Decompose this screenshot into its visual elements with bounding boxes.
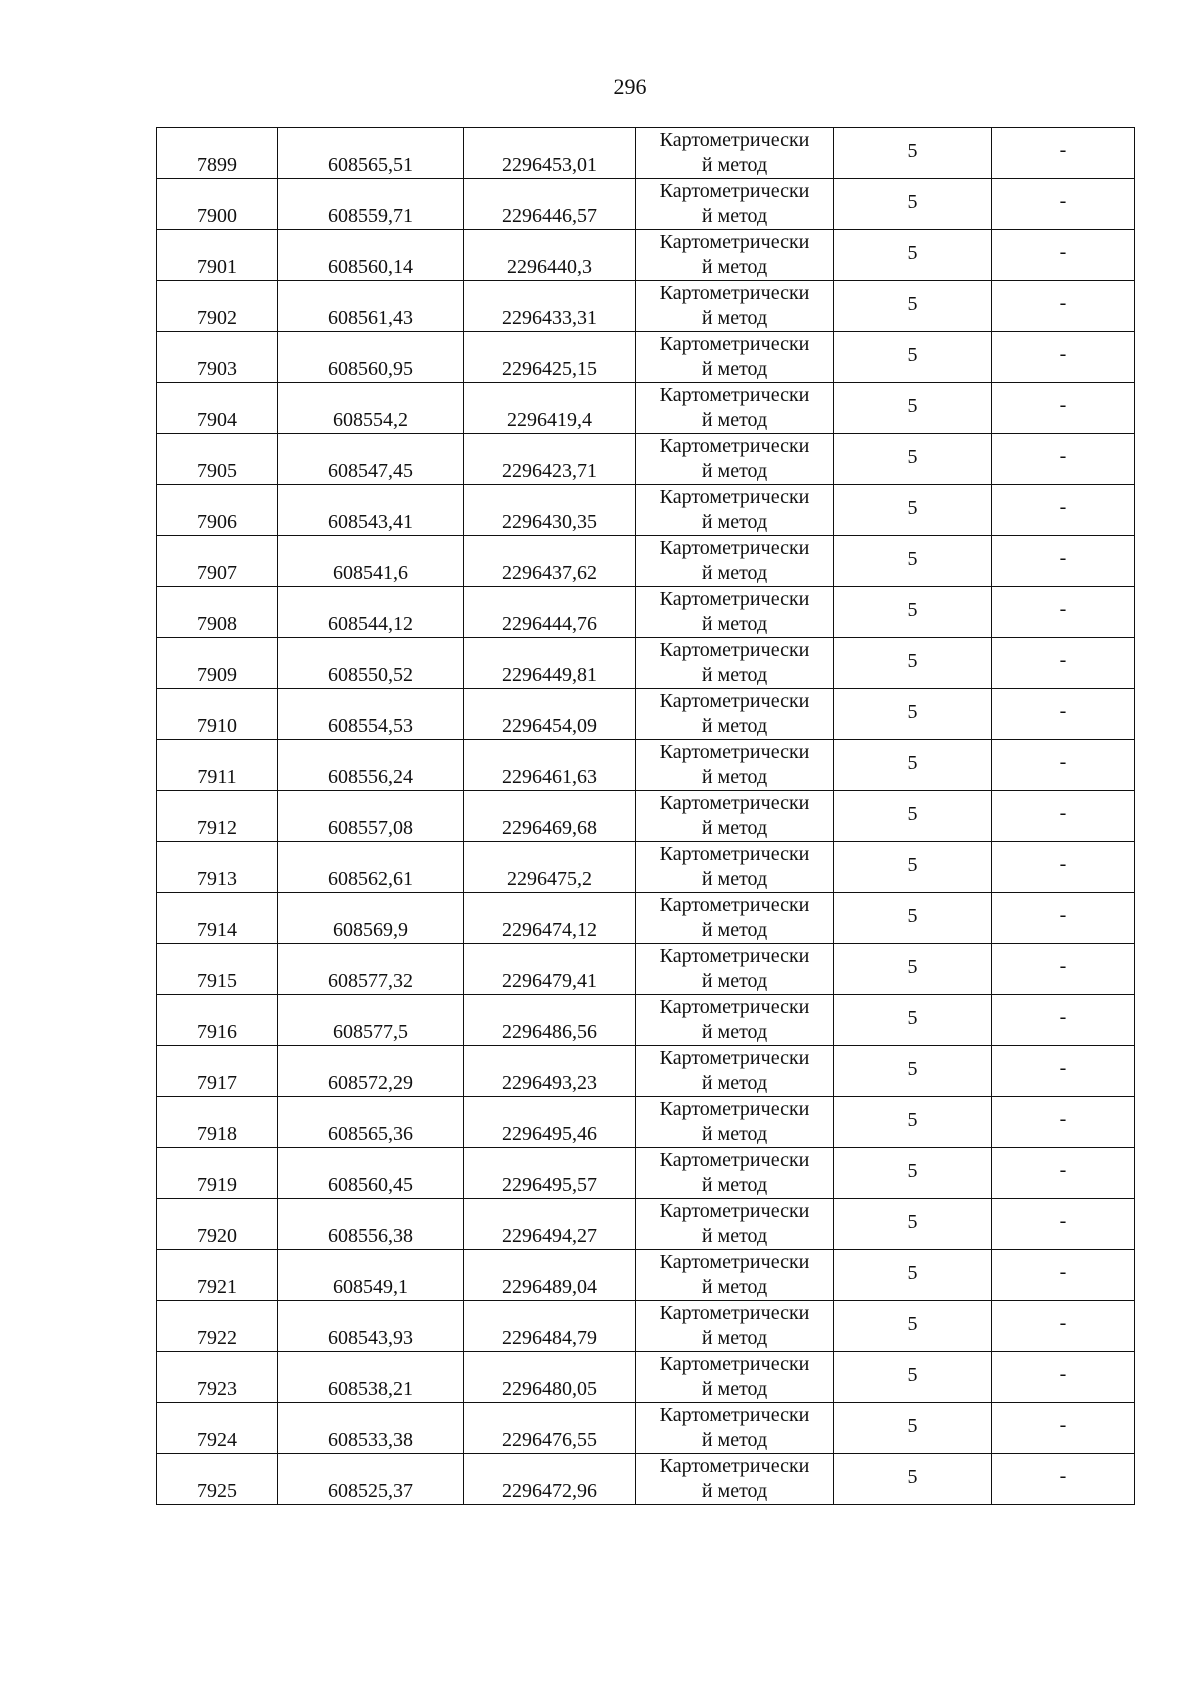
- y-coordinate-cell: 2296476,55: [464, 1403, 636, 1454]
- method-text-line2: й метод: [701, 766, 768, 788]
- point-number-cell: 7899: [157, 128, 278, 179]
- point-number-cell: 7905: [157, 434, 278, 485]
- method-text-line1: Картометрически: [659, 1404, 810, 1426]
- method-text-line2: й метод: [701, 1225, 768, 1247]
- table-row: [157, 689, 1135, 740]
- point-number-cell: 7923: [157, 1352, 278, 1403]
- point-number-cell: 7913: [157, 842, 278, 893]
- method-cell: [636, 1352, 834, 1403]
- accuracy-cell: 5: [834, 842, 992, 893]
- y-coordinate-cell: 2296493,23: [464, 1046, 636, 1097]
- accuracy-cell: 5: [834, 1199, 992, 1250]
- note-cell: -: [992, 587, 1135, 638]
- table-row: [157, 281, 1135, 332]
- x-coordinate-cell: 608560,45: [278, 1148, 464, 1199]
- method-cell: [636, 1250, 834, 1301]
- point-number-cell: 7901: [157, 230, 278, 281]
- note-cell: -: [992, 332, 1135, 383]
- x-coordinate-cell: 608547,45: [278, 434, 464, 485]
- x-coordinate-cell: 608557,08: [278, 791, 464, 842]
- y-coordinate-cell: 2296480,05: [464, 1352, 636, 1403]
- x-coordinate-cell: 608543,41: [278, 485, 464, 536]
- x-coordinate-cell: 608538,21: [278, 1352, 464, 1403]
- method-cell: [636, 128, 834, 179]
- note-cell: -: [992, 893, 1135, 944]
- point-number-cell: 7921: [157, 1250, 278, 1301]
- method-cell: [636, 1148, 834, 1199]
- note-cell: -: [992, 1046, 1135, 1097]
- accuracy-cell: 5: [834, 1352, 992, 1403]
- method-text-line1: Картометрически: [659, 945, 810, 967]
- method-text-line2: й метод: [701, 1327, 768, 1349]
- method-text-line1: Картометрически: [659, 1353, 810, 1375]
- point-number-cell: 7910: [157, 689, 278, 740]
- method-text-line1: Картометрически: [659, 333, 810, 355]
- y-coordinate-cell: 2296495,57: [464, 1148, 636, 1199]
- point-number-cell: 7904: [157, 383, 278, 434]
- method-text-line1: Картометрически: [659, 741, 810, 763]
- point-number-cell: 7925: [157, 1454, 278, 1505]
- method-text-line1: Картометрически: [659, 435, 810, 457]
- method-text-line1: Картометрически: [659, 537, 810, 559]
- note-cell: -: [992, 791, 1135, 842]
- note-cell: -: [992, 1097, 1135, 1148]
- x-coordinate-cell: 608577,32: [278, 944, 464, 995]
- method-text-line2: й метод: [701, 562, 768, 584]
- x-coordinate-cell: 608556,24: [278, 740, 464, 791]
- method-text-line2: й метод: [701, 358, 768, 380]
- x-coordinate-cell: 608556,38: [278, 1199, 464, 1250]
- method-cell: [636, 1199, 834, 1250]
- method-text-line1: Картометрически: [659, 690, 810, 712]
- y-coordinate-cell: 2296494,27: [464, 1199, 636, 1250]
- accuracy-cell: 5: [834, 1250, 992, 1301]
- table-row: [157, 1403, 1135, 1454]
- method-cell: [636, 1454, 834, 1505]
- page-number: 296: [613, 74, 647, 99]
- note-cell: -: [992, 230, 1135, 281]
- accuracy-cell: 5: [834, 1148, 992, 1199]
- table-row: [157, 587, 1135, 638]
- table-row: [157, 740, 1135, 791]
- accuracy-cell: 5: [834, 944, 992, 995]
- method-cell: [636, 1097, 834, 1148]
- table-row: [157, 332, 1135, 383]
- note-cell: -: [992, 1250, 1135, 1301]
- method-text-line1: Картометрически: [659, 282, 810, 304]
- accuracy-cell: 5: [834, 281, 992, 332]
- table-row: [157, 230, 1135, 281]
- y-coordinate-cell: 2296454,09: [464, 689, 636, 740]
- table-row: [157, 842, 1135, 893]
- accuracy-cell: 5: [834, 587, 992, 638]
- point-number-cell: 7922: [157, 1301, 278, 1352]
- x-coordinate-cell: 608565,36: [278, 1097, 464, 1148]
- method-cell: [636, 281, 834, 332]
- point-number-cell: 7918: [157, 1097, 278, 1148]
- y-coordinate-cell: 2296449,81: [464, 638, 636, 689]
- accuracy-cell: 5: [834, 434, 992, 485]
- accuracy-cell: 5: [834, 638, 992, 689]
- table-row: [157, 1199, 1135, 1250]
- point-number-cell: 7924: [157, 1403, 278, 1454]
- point-number-cell: 7914: [157, 893, 278, 944]
- accuracy-cell: 5: [834, 485, 992, 536]
- table-row: [157, 1148, 1135, 1199]
- accuracy-cell: 5: [834, 332, 992, 383]
- method-text-line1: Картометрически: [659, 1149, 810, 1171]
- method-text-line1: Картометрически: [659, 792, 810, 814]
- accuracy-cell: 5: [834, 383, 992, 434]
- method-text-line2: й метод: [701, 664, 768, 686]
- x-coordinate-cell: 608565,51: [278, 128, 464, 179]
- accuracy-cell: 5: [834, 893, 992, 944]
- note-cell: -: [992, 128, 1135, 179]
- y-coordinate-cell: 2296472,96: [464, 1454, 636, 1505]
- method-cell: [636, 536, 834, 587]
- note-cell: -: [992, 1301, 1135, 1352]
- note-cell: -: [992, 1148, 1135, 1199]
- method-text-line1: Картометрически: [659, 843, 810, 865]
- table-row: [157, 485, 1135, 536]
- table-row: [157, 179, 1135, 230]
- table-row: [157, 791, 1135, 842]
- method-text-line1: Картометрически: [659, 129, 810, 151]
- method-cell: [636, 1403, 834, 1454]
- y-coordinate-cell: 2296444,76: [464, 587, 636, 638]
- note-cell: -: [992, 179, 1135, 230]
- note-cell: -: [992, 1454, 1135, 1505]
- accuracy-cell: 5: [834, 1097, 992, 1148]
- method-text-line1: Картометрически: [659, 1098, 810, 1120]
- point-number-cell: 7909: [157, 638, 278, 689]
- x-coordinate-cell: 608554,2: [278, 383, 464, 434]
- note-cell: -: [992, 485, 1135, 536]
- method-cell: [636, 332, 834, 383]
- x-coordinate-cell: 608561,43: [278, 281, 464, 332]
- note-cell: -: [992, 383, 1135, 434]
- method-text-line2: й метод: [701, 715, 768, 737]
- y-coordinate-cell: 2296423,71: [464, 434, 636, 485]
- note-cell: -: [992, 944, 1135, 995]
- x-coordinate-cell: 608562,61: [278, 842, 464, 893]
- y-coordinate-cell: 2296469,68: [464, 791, 636, 842]
- note-cell: -: [992, 1403, 1135, 1454]
- method-text-line2: й метод: [701, 1276, 768, 1298]
- method-cell: [636, 1046, 834, 1097]
- table-row: [157, 536, 1135, 587]
- method-cell: [636, 740, 834, 791]
- x-coordinate-cell: 608577,5: [278, 995, 464, 1046]
- point-number-cell: 7916: [157, 995, 278, 1046]
- point-number-cell: 7911: [157, 740, 278, 791]
- note-cell: -: [992, 740, 1135, 791]
- y-coordinate-cell: 2296440,3: [464, 230, 636, 281]
- point-number-cell: 7920: [157, 1199, 278, 1250]
- method-cell: [636, 434, 834, 485]
- method-cell: [636, 995, 834, 1046]
- y-coordinate-cell: 2296461,63: [464, 740, 636, 791]
- method-text-line2: й метод: [701, 205, 768, 227]
- method-text-line2: й метод: [701, 613, 768, 635]
- note-cell: -: [992, 995, 1135, 1046]
- method-cell: [636, 791, 834, 842]
- method-text-line1: Картометрически: [659, 1455, 810, 1477]
- accuracy-cell: 5: [834, 179, 992, 230]
- accuracy-cell: 5: [834, 740, 992, 791]
- table-row: [157, 1352, 1135, 1403]
- method-cell: [636, 587, 834, 638]
- method-text-line2: й метод: [701, 256, 768, 278]
- y-coordinate-cell: 2296419,4: [464, 383, 636, 434]
- y-coordinate-cell: 2296446,57: [464, 179, 636, 230]
- method-text-line1: Картометрически: [659, 588, 810, 610]
- method-text-line1: Картометрически: [659, 1200, 810, 1222]
- method-text-line1: Картометрически: [659, 1251, 810, 1273]
- method-cell: [636, 689, 834, 740]
- x-coordinate-cell: 608525,37: [278, 1454, 464, 1505]
- y-coordinate-cell: 2296474,12: [464, 893, 636, 944]
- accuracy-cell: 5: [834, 1301, 992, 1352]
- method-text-line2: й метод: [701, 1021, 768, 1043]
- method-cell: [636, 638, 834, 689]
- note-cell: -: [992, 689, 1135, 740]
- note-cell: -: [992, 1352, 1135, 1403]
- point-number-cell: 7903: [157, 332, 278, 383]
- point-number-cell: 7900: [157, 179, 278, 230]
- x-coordinate-cell: 608544,12: [278, 587, 464, 638]
- table-row: [157, 1301, 1135, 1352]
- table-row: [157, 1097, 1135, 1148]
- table-row: [157, 128, 1135, 179]
- y-coordinate-cell: 2296430,35: [464, 485, 636, 536]
- y-coordinate-cell: 2296489,04: [464, 1250, 636, 1301]
- y-coordinate-cell: 2296433,31: [464, 281, 636, 332]
- note-cell: -: [992, 842, 1135, 893]
- point-number-cell: 7908: [157, 587, 278, 638]
- method-cell: [636, 485, 834, 536]
- method-text-line2: й метод: [701, 868, 768, 890]
- method-text-line2: й метод: [701, 1480, 768, 1502]
- method-cell: [636, 383, 834, 434]
- accuracy-cell: 5: [834, 128, 992, 179]
- method-text-line2: й метод: [701, 460, 768, 482]
- table-row: [157, 1454, 1135, 1505]
- y-coordinate-cell: 2296479,41: [464, 944, 636, 995]
- y-coordinate-cell: 2296475,2: [464, 842, 636, 893]
- method-text-line1: Картометрически: [659, 639, 810, 661]
- x-coordinate-cell: 608550,52: [278, 638, 464, 689]
- method-text-line2: й метод: [701, 1429, 768, 1451]
- table-row: [157, 893, 1135, 944]
- accuracy-cell: 5: [834, 1046, 992, 1097]
- method-text-line1: Картометрически: [659, 486, 810, 508]
- y-coordinate-cell: 2296495,46: [464, 1097, 636, 1148]
- table-row: [157, 995, 1135, 1046]
- table-row: [157, 944, 1135, 995]
- x-coordinate-cell: 608541,6: [278, 536, 464, 587]
- note-cell: -: [992, 1199, 1135, 1250]
- method-text-line1: Картометрически: [659, 384, 810, 406]
- method-text-line1: Картометрически: [659, 231, 810, 253]
- point-number-cell: 7906: [157, 485, 278, 536]
- accuracy-cell: 5: [834, 689, 992, 740]
- y-coordinate-cell: 2296453,01: [464, 128, 636, 179]
- x-coordinate-cell: 608543,93: [278, 1301, 464, 1352]
- x-coordinate-cell: 608572,29: [278, 1046, 464, 1097]
- method-text-line2: й метод: [701, 1378, 768, 1400]
- y-coordinate-cell: 2296484,79: [464, 1301, 636, 1352]
- x-coordinate-cell: 608560,95: [278, 332, 464, 383]
- method-text-line1: Картометрически: [659, 1302, 810, 1324]
- method-text-line2: й метод: [701, 919, 768, 941]
- y-coordinate-cell: 2296425,15: [464, 332, 636, 383]
- note-cell: -: [992, 638, 1135, 689]
- method-cell: [636, 230, 834, 281]
- method-text-line1: Картометрически: [659, 894, 810, 916]
- method-cell: [636, 944, 834, 995]
- method-text-line2: й метод: [701, 1174, 768, 1196]
- method-cell: [636, 842, 834, 893]
- method-text-line1: Картометрически: [659, 1047, 810, 1069]
- x-coordinate-cell: 608533,38: [278, 1403, 464, 1454]
- point-number-cell: 7912: [157, 791, 278, 842]
- method-text-line2: й метод: [701, 970, 768, 992]
- table-row: [157, 638, 1135, 689]
- table-row: [157, 1250, 1135, 1301]
- x-coordinate-cell: 608549,1: [278, 1250, 464, 1301]
- accuracy-cell: 5: [834, 230, 992, 281]
- note-cell: -: [992, 434, 1135, 485]
- note-cell: -: [992, 536, 1135, 587]
- method-text-line2: й метод: [701, 511, 768, 533]
- accuracy-cell: 5: [834, 536, 992, 587]
- method-cell: [636, 1301, 834, 1352]
- method-text-line2: й метод: [701, 154, 768, 176]
- method-text-line2: й метод: [701, 307, 768, 329]
- method-cell: [636, 179, 834, 230]
- x-coordinate-cell: 608554,53: [278, 689, 464, 740]
- coordinates-table: [156, 127, 1135, 1505]
- method-text-line2: й метод: [701, 1123, 768, 1145]
- table-body: [157, 128, 1135, 1505]
- accuracy-cell: 5: [834, 1454, 992, 1505]
- method-text-line2: й метод: [701, 1072, 768, 1094]
- accuracy-cell: 5: [834, 1403, 992, 1454]
- table-row: [157, 383, 1135, 434]
- point-number-cell: 7907: [157, 536, 278, 587]
- method-cell: [636, 893, 834, 944]
- table-row: [157, 1046, 1135, 1097]
- x-coordinate-cell: 608559,71: [278, 179, 464, 230]
- method-text-line1: Картометрически: [659, 996, 810, 1018]
- point-number-cell: 7919: [157, 1148, 278, 1199]
- x-coordinate-cell: 608560,14: [278, 230, 464, 281]
- point-number-cell: 7915: [157, 944, 278, 995]
- point-number-cell: 7917: [157, 1046, 278, 1097]
- method-text-line2: й метод: [701, 409, 768, 431]
- accuracy-cell: 5: [834, 791, 992, 842]
- method-text-line1: Картометрически: [659, 180, 810, 202]
- y-coordinate-cell: 2296437,62: [464, 536, 636, 587]
- accuracy-cell: 5: [834, 995, 992, 1046]
- note-cell: -: [992, 281, 1135, 332]
- y-coordinate-cell: 2296486,56: [464, 995, 636, 1046]
- table-row: [157, 434, 1135, 485]
- x-coordinate-cell: 608569,9: [278, 893, 464, 944]
- point-number-cell: 7902: [157, 281, 278, 332]
- method-text-line2: й метод: [701, 817, 768, 839]
